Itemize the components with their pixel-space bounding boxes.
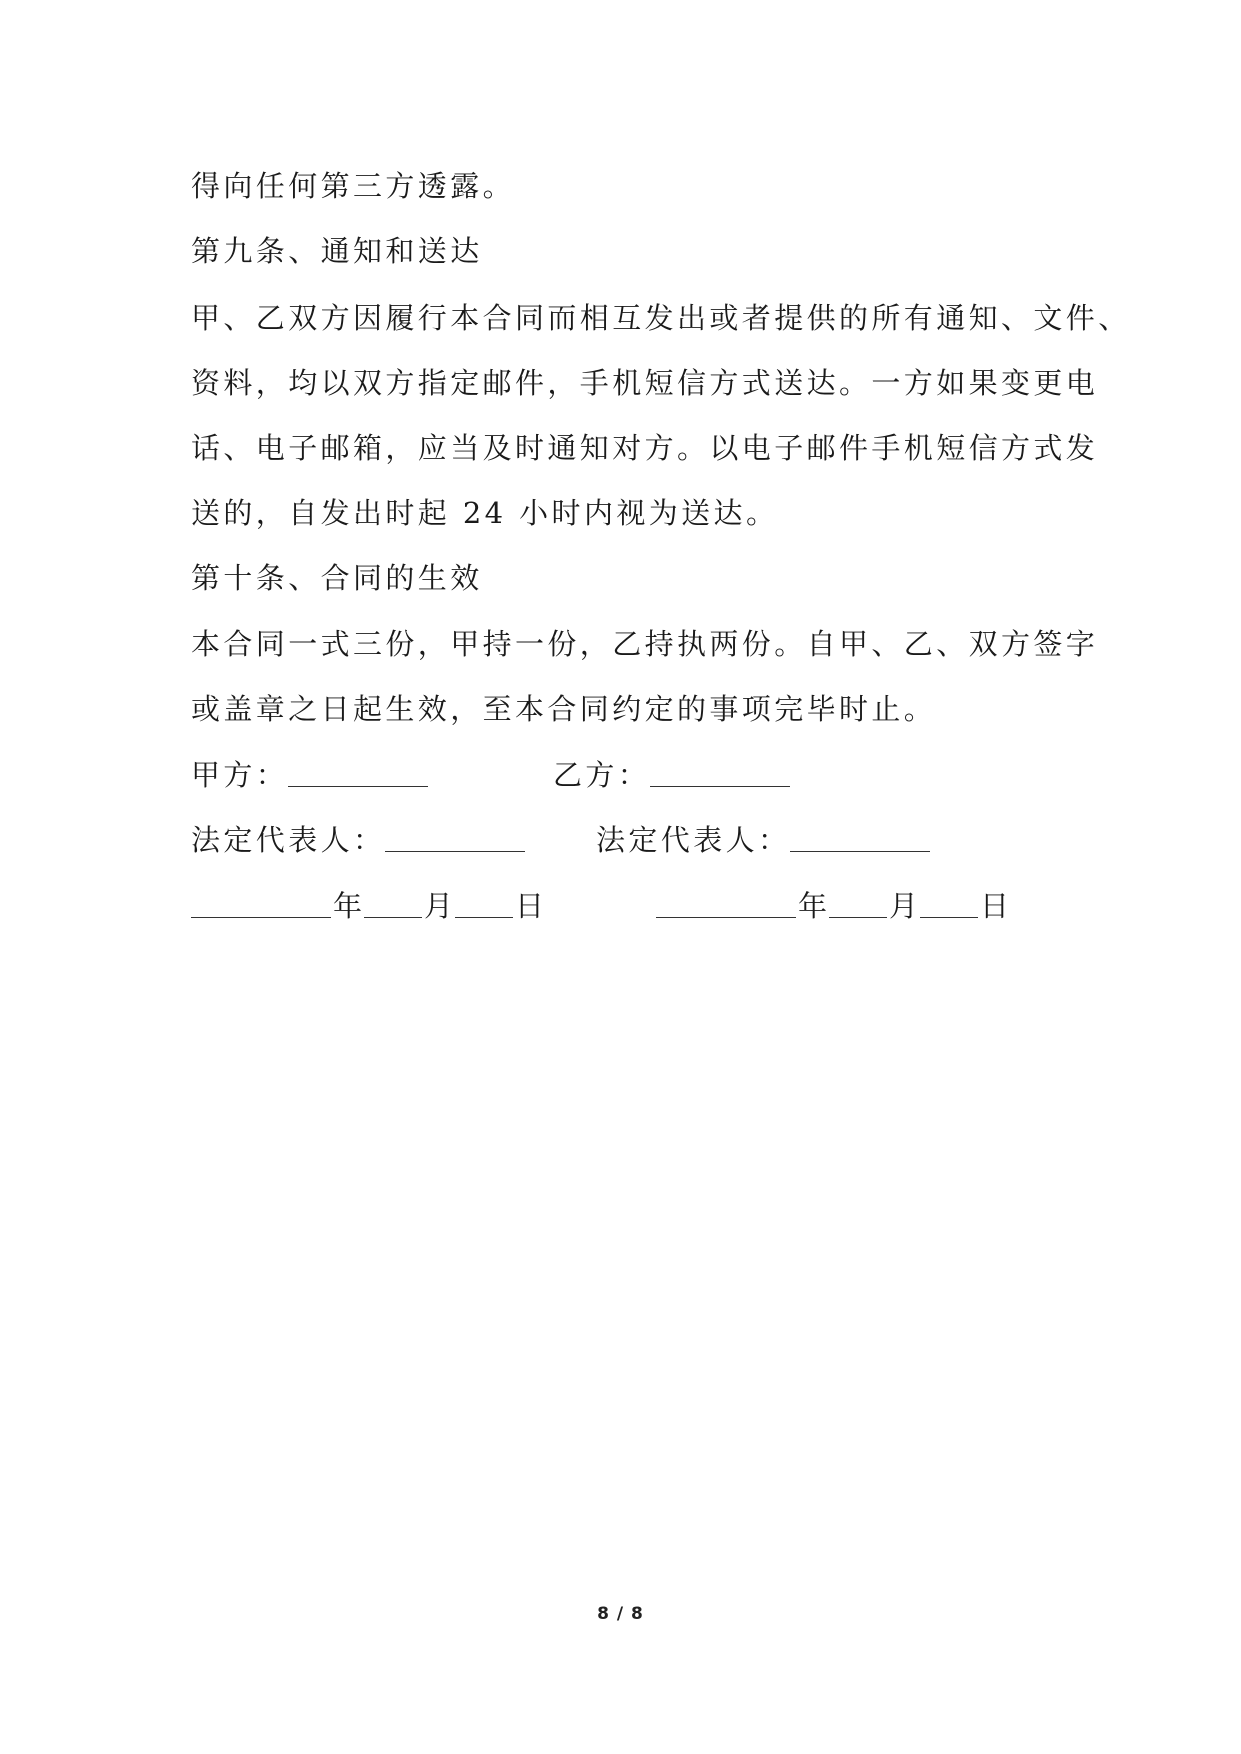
party-b-representative-line <box>596 820 930 860</box>
party-a-day-label: 日 <box>515 889 545 923</box>
body-line-5: 话、电子邮箱，应当及时通知对方。以电子邮件手机短信方式发 <box>191 431 1099 465</box>
party-a-rep-label: 法定代表人： <box>191 823 386 857</box>
body-line-4: 资料，均以双方指定邮件，手机短信方式送达。一方如果变更电 <box>191 366 1099 400</box>
party-b-blank <box>650 756 790 787</box>
party-a-year-label: 年 <box>333 889 363 923</box>
party-a-month-blank <box>364 887 422 918</box>
party-a-blank <box>288 756 428 787</box>
section-heading-10: 第十条、合同的生效 <box>191 561 483 595</box>
page-number: 8 / 8 <box>597 1604 644 1624</box>
party-b-rep-label: 法定代表人： <box>596 823 791 857</box>
party-b-signature-line <box>553 755 790 795</box>
party-b-year-blank <box>656 887 796 918</box>
party-a-day-blank <box>455 887 513 918</box>
party-a-label: 甲方： <box>191 758 289 792</box>
party-b-month-blank <box>829 887 887 918</box>
party-a-signature-line <box>191 755 428 795</box>
party-a-rep-blank <box>385 821 525 852</box>
party-a-date-line <box>191 886 546 926</box>
party-a-month-label: 月 <box>424 889 454 923</box>
body-line-8: 本合同一式三份，甲持一份，乙持执两份。自甲、乙、双方签字 <box>191 627 1099 661</box>
party-a-year-blank <box>191 887 331 918</box>
party-b-year-label: 年 <box>798 889 828 923</box>
body-line-9: 或盖章之日起生效，至本合同约定的事项完毕时止。 <box>191 692 937 726</box>
body-line-3: 甲、乙双方因履行本合同而相互发出或者提供的所有通知、文件、 <box>191 301 1131 335</box>
party-b-day-blank <box>920 887 978 918</box>
section-heading-9: 第九条、通知和送达 <box>191 234 483 268</box>
party-b-label: 乙方： <box>553 758 651 792</box>
party-a-representative-line <box>191 820 525 860</box>
party-b-month-label: 月 <box>889 889 919 923</box>
body-line-6: 送的，自发出时起 24 小时内视为送达。 <box>191 496 779 530</box>
party-b-rep-blank <box>790 821 930 852</box>
party-b-date-line <box>656 886 1011 926</box>
party-b-day-label: 日 <box>980 889 1010 923</box>
body-line-1: 得向任何第三方透露。 <box>191 169 516 203</box>
